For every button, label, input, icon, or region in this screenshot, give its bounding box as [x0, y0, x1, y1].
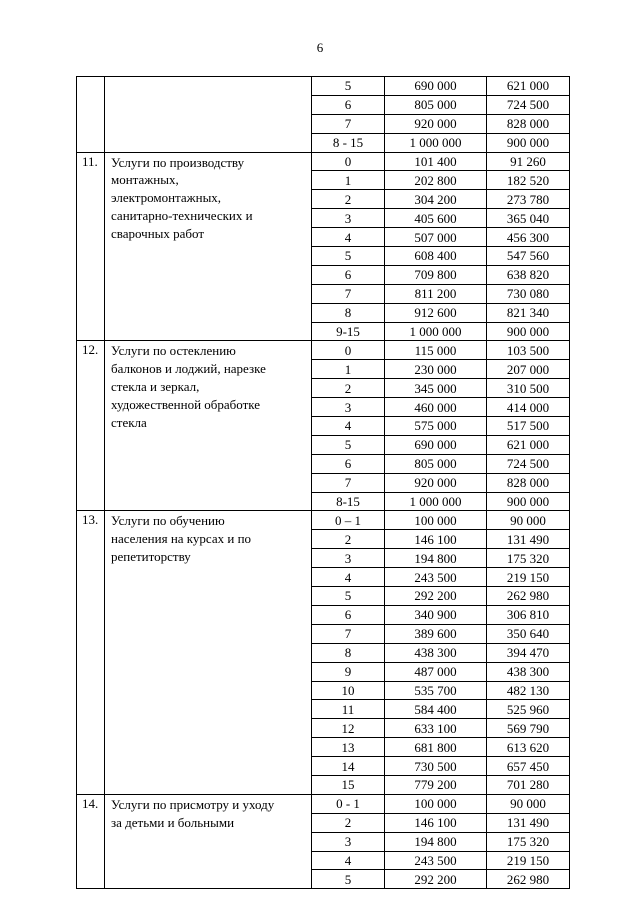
item-number-cell: 14.: [77, 794, 105, 888]
category-cell: 0 – 1: [312, 511, 385, 530]
service-name-cell: [105, 511, 312, 794]
category-cell: 3: [312, 209, 385, 228]
category-cell: 0: [312, 341, 385, 360]
value-cell: 146 100: [385, 530, 487, 549]
category-cell: 1: [312, 360, 385, 379]
value-cell: 535 700: [385, 681, 487, 700]
service-name-line: Услуги по присмотру и уходу: [111, 796, 275, 812]
value-cell: 340 900: [385, 605, 487, 624]
reduced-value-cell: 482 130: [487, 681, 570, 700]
value-cell: 101 400: [385, 152, 487, 171]
value-cell: 709 800: [385, 265, 487, 284]
reduced-value-cell: 90 000: [487, 511, 570, 530]
reduced-value-cell: 621 000: [487, 435, 570, 454]
reduced-value-cell: 131 490: [487, 530, 570, 549]
table-row: [77, 152, 570, 171]
category-cell: 0 - 1: [312, 794, 385, 813]
category-cell: 12: [312, 719, 385, 738]
value-cell: 507 000: [385, 228, 487, 247]
service-name-cell: [105, 77, 312, 153]
category-cell: 9-15: [312, 322, 385, 341]
value-cell: 460 000: [385, 398, 487, 417]
category-cell: 7: [312, 284, 385, 303]
value-cell: 389 600: [385, 624, 487, 643]
reduced-value-cell: 365 040: [487, 209, 570, 228]
value-cell: 608 400: [385, 247, 487, 266]
value-cell: 230 000: [385, 360, 487, 379]
service-name-line: Услуги по обучению: [111, 513, 225, 529]
value-cell: 920 000: [385, 114, 487, 133]
reduced-value-cell: 724 500: [487, 95, 570, 114]
value-cell: 292 200: [385, 587, 487, 606]
tariff-table-body: [77, 77, 570, 889]
reduced-value-cell: 569 790: [487, 719, 570, 738]
reduced-value-cell: 103 500: [487, 341, 570, 360]
service-name-line: репетиторству: [111, 549, 191, 565]
item-number-cell: [77, 77, 105, 153]
reduced-value-cell: 828 000: [487, 473, 570, 492]
category-cell: 3: [312, 549, 385, 568]
value-cell: 115 000: [385, 341, 487, 360]
reduced-value-cell: 657 450: [487, 757, 570, 776]
reduced-value-cell: 90 000: [487, 794, 570, 813]
reduced-value-cell: 131 490: [487, 813, 570, 832]
reduced-value-cell: 525 960: [487, 700, 570, 719]
category-cell: 4: [312, 851, 385, 870]
category-cell: 6: [312, 605, 385, 624]
value-cell: 304 200: [385, 190, 487, 209]
table-row: [77, 77, 570, 96]
category-cell: 8 - 15: [312, 133, 385, 152]
service-name-line: Услуги по производству: [111, 154, 245, 170]
reduced-value-cell: 517 500: [487, 417, 570, 436]
category-cell: 5: [312, 77, 385, 96]
value-cell: 1 000 000: [385, 322, 487, 341]
category-cell: 6: [312, 454, 385, 473]
value-cell: 345 000: [385, 379, 487, 398]
service-name-line: сварочных работ: [111, 226, 205, 242]
value-cell: 243 500: [385, 851, 487, 870]
category-cell: 4: [312, 568, 385, 587]
value-cell: 811 200: [385, 284, 487, 303]
service-name-line: монтажных,: [111, 172, 179, 188]
reduced-value-cell: 900 000: [487, 133, 570, 152]
reduced-value-cell: 621 000: [487, 77, 570, 96]
category-cell: 7: [312, 624, 385, 643]
table-row: [77, 794, 570, 813]
category-cell: 15: [312, 775, 385, 794]
category-cell: 8: [312, 643, 385, 662]
category-cell: 14: [312, 757, 385, 776]
value-cell: 912 600: [385, 303, 487, 322]
reduced-value-cell: 613 620: [487, 738, 570, 757]
category-cell: 6: [312, 95, 385, 114]
service-name-line: за детьми и больными: [111, 814, 235, 830]
category-cell: 4: [312, 417, 385, 436]
value-cell: 194 800: [385, 549, 487, 568]
value-cell: 690 000: [385, 435, 487, 454]
category-cell: 2: [312, 190, 385, 209]
item-number-cell: 12.: [77, 341, 105, 511]
value-cell: 202 800: [385, 171, 487, 190]
reduced-value-cell: 821 340: [487, 303, 570, 322]
reduced-value-cell: 175 320: [487, 549, 570, 568]
service-name-cell: [105, 152, 312, 341]
category-cell: 8: [312, 303, 385, 322]
category-cell: 2: [312, 379, 385, 398]
reduced-value-cell: 456 300: [487, 228, 570, 247]
value-cell: 690 000: [385, 77, 487, 96]
reduced-value-cell: 638 820: [487, 265, 570, 284]
value-cell: 805 000: [385, 95, 487, 114]
category-cell: 11: [312, 700, 385, 719]
value-cell: 243 500: [385, 568, 487, 587]
service-name-line: стекла: [111, 415, 147, 431]
reduced-value-cell: 701 280: [487, 775, 570, 794]
value-cell: 438 300: [385, 643, 487, 662]
reduced-value-cell: 724 500: [487, 454, 570, 473]
value-cell: 1 000 000: [385, 133, 487, 152]
value-cell: 575 000: [385, 417, 487, 436]
value-cell: 730 500: [385, 757, 487, 776]
category-cell: 7: [312, 473, 385, 492]
category-cell: 5: [312, 247, 385, 266]
category-cell: 9: [312, 662, 385, 681]
value-cell: 633 100: [385, 719, 487, 738]
reduced-value-cell: 730 080: [487, 284, 570, 303]
item-number-cell: 13.: [77, 511, 105, 794]
reduced-value-cell: 394 470: [487, 643, 570, 662]
reduced-value-cell: 310 500: [487, 379, 570, 398]
category-cell: 4: [312, 228, 385, 247]
category-cell: 2: [312, 813, 385, 832]
category-cell: 0: [312, 152, 385, 171]
category-cell: 3: [312, 398, 385, 417]
reduced-value-cell: 900 000: [487, 322, 570, 341]
category-cell: 8-15: [312, 492, 385, 511]
category-cell: 7: [312, 114, 385, 133]
table-row: [77, 511, 570, 530]
value-cell: 920 000: [385, 473, 487, 492]
category-cell: 3: [312, 832, 385, 851]
service-name-line: художественной обработке: [111, 397, 261, 413]
reduced-value-cell: 262 980: [487, 587, 570, 606]
value-cell: 146 100: [385, 813, 487, 832]
value-cell: 292 200: [385, 870, 487, 889]
category-cell: 5: [312, 587, 385, 606]
table-row: [77, 341, 570, 360]
value-cell: 805 000: [385, 454, 487, 473]
reduced-value-cell: 438 300: [487, 662, 570, 681]
reduced-value-cell: 273 780: [487, 190, 570, 209]
reduced-value-cell: 900 000: [487, 492, 570, 511]
reduced-value-cell: 350 640: [487, 624, 570, 643]
value-cell: 584 400: [385, 700, 487, 719]
service-name-line: населения на курсах и по: [111, 531, 252, 547]
service-name-line: стекла и зеркал,: [111, 379, 200, 395]
service-name-line: Услуги по остеклению: [111, 343, 236, 359]
category-cell: 13: [312, 738, 385, 757]
value-cell: 779 200: [385, 775, 487, 794]
category-cell: 5: [312, 870, 385, 889]
tariff-table: [76, 76, 570, 889]
value-cell: 194 800: [385, 832, 487, 851]
reduced-value-cell: 414 000: [487, 398, 570, 417]
value-cell: 487 000: [385, 662, 487, 681]
reduced-value-cell: 306 810: [487, 605, 570, 624]
value-cell: 681 800: [385, 738, 487, 757]
category-cell: 2: [312, 530, 385, 549]
reduced-value-cell: 262 980: [487, 870, 570, 889]
value-cell: 405 600: [385, 209, 487, 228]
reduced-value-cell: 207 000: [487, 360, 570, 379]
category-cell: 6: [312, 265, 385, 284]
reduced-value-cell: 547 560: [487, 247, 570, 266]
reduced-value-cell: 219 150: [487, 568, 570, 587]
category-cell: 10: [312, 681, 385, 700]
reduced-value-cell: 828 000: [487, 114, 570, 133]
value-cell: 100 000: [385, 794, 487, 813]
value-cell: 100 000: [385, 511, 487, 530]
page-number: 6: [316, 40, 324, 55]
service-name-line: электромонтажных,: [111, 190, 222, 206]
value-cell: 1 000 000: [385, 492, 487, 511]
reduced-value-cell: 182 520: [487, 171, 570, 190]
category-cell: 1: [312, 171, 385, 190]
service-name-line: санитарно-технических и: [111, 208, 253, 224]
reduced-value-cell: 175 320: [487, 832, 570, 851]
service-name-line: балконов и лоджий, нарезке: [111, 361, 266, 377]
service-name-cell: [105, 341, 312, 511]
item-number-cell: 11.: [77, 152, 105, 341]
service-name-cell: [105, 794, 312, 888]
category-cell: 5: [312, 435, 385, 454]
reduced-value-cell: 219 150: [487, 851, 570, 870]
reduced-value-cell: 91 260: [487, 152, 570, 171]
